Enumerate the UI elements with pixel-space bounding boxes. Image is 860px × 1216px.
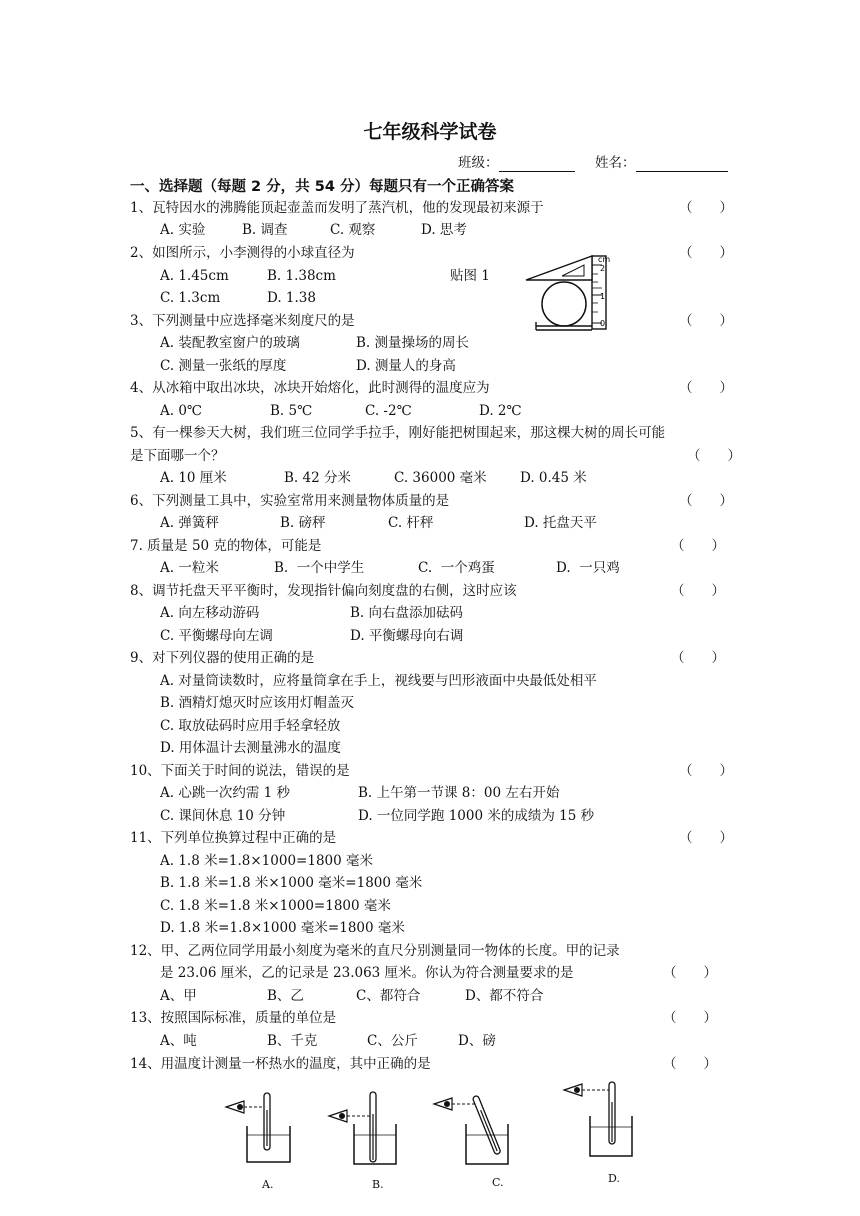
ruler-unit: cm <box>598 255 611 264</box>
answer-paren: （ ） <box>663 1010 717 1026</box>
ruler-tick-label: 2 <box>600 264 606 273</box>
option: B. 一个中学生 <box>274 560 365 576</box>
ruler-ball-figure <box>520 252 625 332</box>
option: A. 0℃ <box>160 403 203 419</box>
question-stem: 12、甲、乙两位同学用最小刻度为毫米的直尺分别测量同一物体的长度。甲的记录 <box>130 943 620 959</box>
thermometer <box>472 1095 501 1155</box>
option: A. 实验 <box>160 222 206 238</box>
question-stem: 14、用温度计测量一杯热水的温度，其中正确的是 <box>130 1056 431 1072</box>
figure-label-b: B. <box>372 1178 384 1191</box>
question-stem: 6、下列测量工具中，实验室常用来测量物体质量的是 <box>130 493 450 509</box>
ball <box>542 282 586 326</box>
figure-label-c: C. <box>492 1176 504 1189</box>
option: A. 一粒米 <box>160 560 219 576</box>
option: C、公斤 <box>367 1033 418 1049</box>
name-blank[interactable] <box>636 157 728 172</box>
option: B. 上午第一节课 8：00 左右开始 <box>358 785 560 801</box>
option: D. 思考 <box>421 222 467 238</box>
answer-paren: （ ） <box>687 448 741 464</box>
answer-paren: （ ） <box>679 245 733 261</box>
option: A. 弹簧秤 <box>160 515 219 531</box>
question-stem-cont: 是下面哪一个？ <box>130 448 225 464</box>
option: D、磅 <box>458 1033 496 1049</box>
question-stem: 1、瓦特因水的沸腾能顶起壶盖而发明了蒸汽机，他的发现最初来源于 <box>130 200 544 216</box>
option: C. 1.8 米=1.8 米×1000=1800 毫米 <box>160 898 391 914</box>
name-label: 姓名： <box>595 155 636 171</box>
answer-paren: （ ） <box>671 583 725 599</box>
question-stem: 5、有一棵参天大树，我们班三位同学手拉手，刚好能把树围起来，那这棵大树的周长可能 <box>130 425 666 441</box>
option: C、都符合 <box>356 988 421 1004</box>
option: D. 用体温计去测量沸水的温度 <box>160 740 341 756</box>
class-label: 班级： <box>458 155 499 171</box>
option: A、甲 <box>160 988 197 1004</box>
name-field <box>595 154 728 172</box>
class-blank[interactable] <box>499 157 575 172</box>
ruler-tick-label: 0 <box>600 319 606 328</box>
question-stem: 2、如图所示，小李测得的小球直径为 <box>130 245 355 261</box>
question-stem: 9、对下列仪器的使用正确的是 <box>130 650 315 666</box>
question-stem: 10、下面关于时间的说法，错误的是 <box>130 763 350 779</box>
option: B. 调查 <box>242 222 288 238</box>
answer-paren: （ ） <box>679 830 733 846</box>
option: C. 平衡螺母向左调 <box>160 628 273 644</box>
thermometer-figure-b <box>325 1088 405 1168</box>
option: D. 1.8 米=1.8×1000 毫米=1800 毫米 <box>160 920 405 936</box>
option: C. -2℃ <box>365 403 412 419</box>
option: D. 2℃ <box>479 403 522 419</box>
option: A. 1.45cm <box>160 268 229 284</box>
thermometer-figure-a <box>222 1088 302 1168</box>
option: B、乙 <box>267 988 304 1004</box>
question-stem: 11、下列单位换算过程中正确的是 <box>130 830 337 846</box>
answer-paren: （ ） <box>671 538 725 554</box>
figure-caption: 贴图 1 <box>450 268 490 284</box>
section-heading: 一、选择题（每题 2 分，共 54 分）每题只有一个正确答案 <box>130 179 514 195</box>
option: A、吨 <box>160 1033 197 1049</box>
option: B. 5℃ <box>270 403 313 419</box>
answer-paren: （ ） <box>679 763 733 779</box>
ruler-tick-label: 1 <box>600 292 606 301</box>
question-stem: 3、下列测量中应选择毫米刻度尺的是 <box>130 313 355 329</box>
option: B. 1.8 米=1.8 米×1000 毫米=1800 毫米 <box>160 875 423 891</box>
option: C. 杆秤 <box>388 515 434 531</box>
option: B. 向右盘添加砝码 <box>350 605 464 621</box>
option: B. 42 分米 <box>284 470 351 486</box>
option: A. 心跳一次约需 1 秒 <box>160 785 291 801</box>
option: D. 测量人的身高 <box>356 358 456 374</box>
question-stem: 13、按照国际标准，质量的单位是 <box>130 1010 337 1026</box>
option: D、都不符合 <box>465 988 544 1004</box>
option: C. 课间休息 10 分钟 <box>160 808 286 824</box>
option: D. 托盘天平 <box>524 515 597 531</box>
option: B. 1.38cm <box>267 268 336 284</box>
class-field <box>458 154 575 172</box>
answer-paren: （ ） <box>679 200 733 216</box>
option: C. 一个鸡蛋 <box>418 560 495 576</box>
figure-label-a: A. <box>262 1178 274 1191</box>
option: C. 测量一张纸的厚度 <box>160 358 287 374</box>
option: A. 10 厘米 <box>160 470 227 486</box>
question-stem-cont: 是 23.06 厘米，乙的记录是 23.063 厘米。你认为符合测量要求的是 <box>160 965 574 981</box>
answer-paren: （ ） <box>679 493 733 509</box>
answer-paren: （ ） <box>671 650 725 666</box>
option: C. 观察 <box>330 222 376 238</box>
figure-label-d: D. <box>608 1172 620 1185</box>
option: B. 测量操场的周长 <box>356 335 470 351</box>
option: A. 1.8 米=1.8×1000=1800 毫米 <box>160 853 374 869</box>
page-title: 七年级科学试卷 <box>363 121 497 143</box>
answer-paren: （ ） <box>663 1056 717 1072</box>
option: D. 一只鸡 <box>556 560 620 576</box>
option: D. 1.38 <box>267 290 316 306</box>
thermometer-figure-d <box>560 1080 640 1162</box>
option: D. 0.45 米 <box>520 470 587 486</box>
option: A. 向左移动游码 <box>160 605 260 621</box>
option: B. 磅秤 <box>280 515 326 531</box>
option: C. 取放砝码时应用手轻拿轻放 <box>160 718 341 734</box>
answer-paren: （ ） <box>679 313 733 329</box>
answer-paren: （ ） <box>679 380 733 396</box>
thermometer-figure-c <box>430 1088 520 1168</box>
option: B、千克 <box>267 1033 318 1049</box>
option: C. 1.3cm <box>160 290 221 306</box>
question-stem: 8、调节托盘天平平衡时，发现指针偏向刻度盘的右侧，这时应该 <box>130 583 517 599</box>
answer-paren: （ ） <box>663 965 717 981</box>
option: B. 酒精灯熄灭时应该用灯帽盖灭 <box>160 695 355 711</box>
option: D. 一位同学跑 1000 米的成绩为 15 秒 <box>358 808 595 824</box>
question-stem: 7. 质量是 50 克的物体，可能是 <box>130 538 322 554</box>
option: D. 平衡螺母向右调 <box>350 628 464 644</box>
option: C. 36000 毫米 <box>394 470 487 486</box>
question-stem: 4、从冰箱中取出冰块，冰块开始熔化，此时测得的温度应为 <box>130 380 490 396</box>
option: A. 对量筒读数时，应将量筒拿在手上，视线要与凹形液面中央最低处相平 <box>160 673 597 689</box>
option: A. 装配教室窗户的玻璃 <box>160 335 300 351</box>
